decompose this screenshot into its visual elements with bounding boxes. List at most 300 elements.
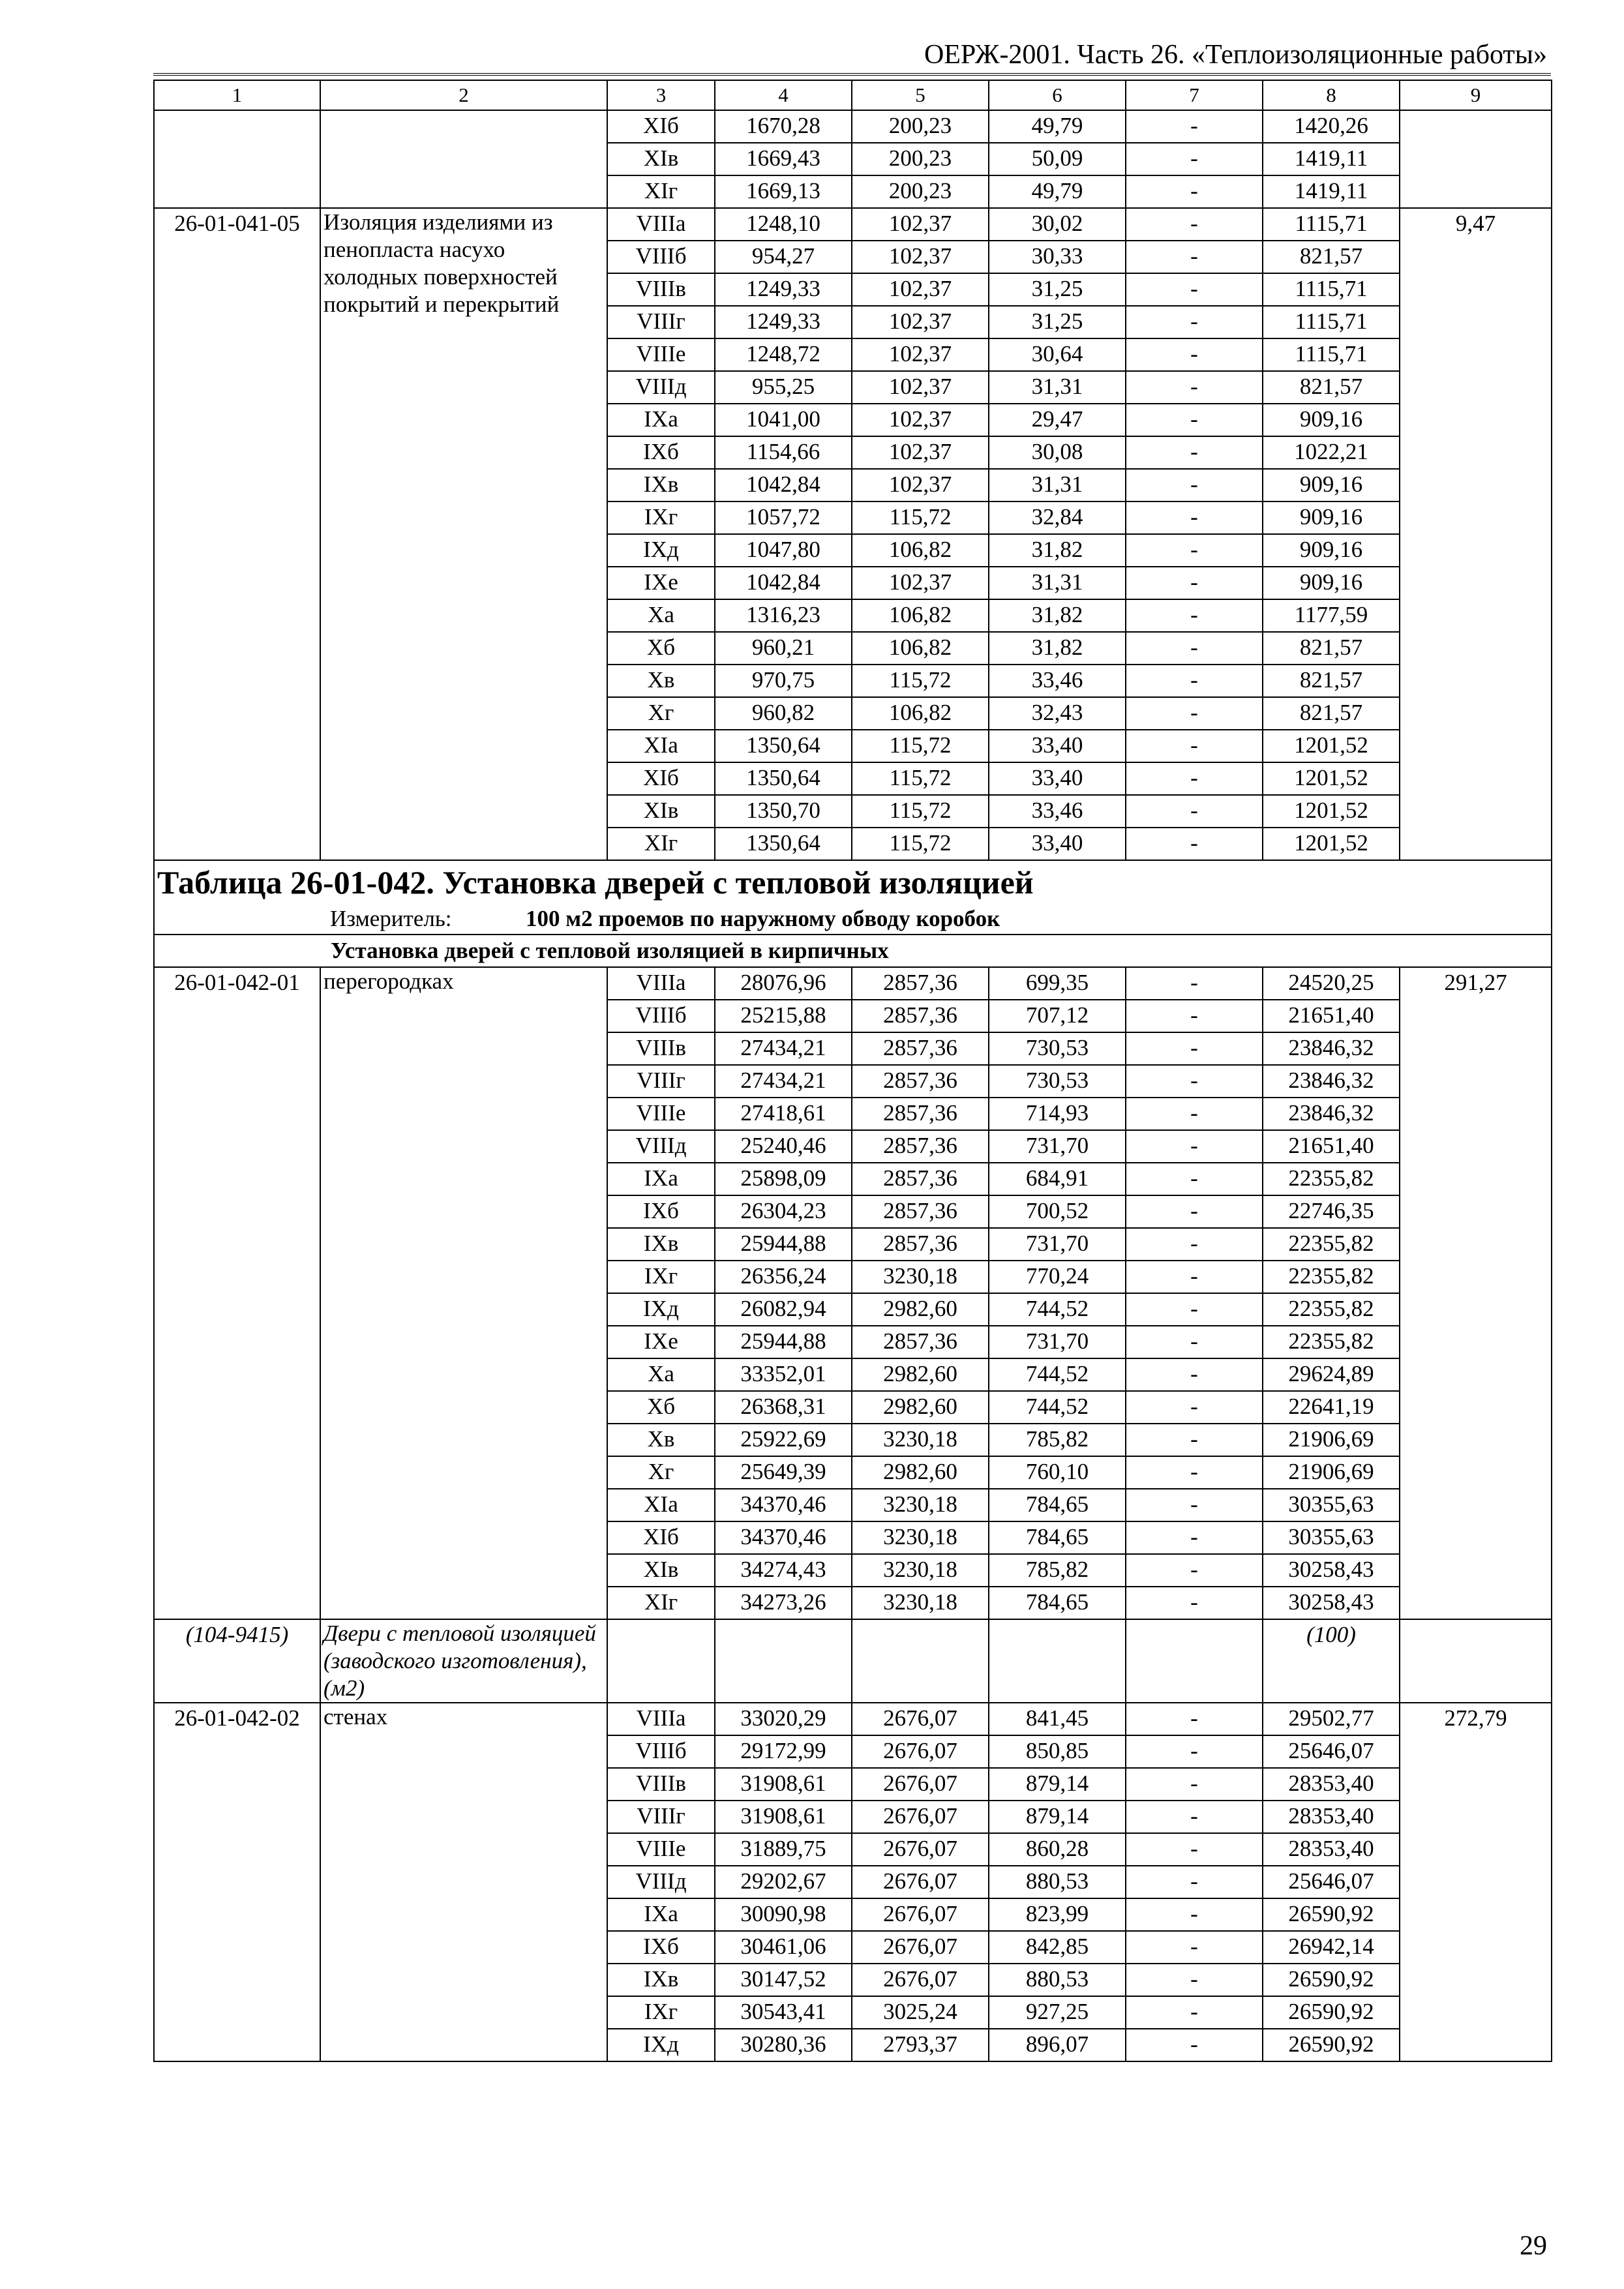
price-value: 33,40 [989, 730, 1126, 762]
price-value: 1248,72 [715, 338, 852, 371]
price-value: 2857,36 [852, 1326, 989, 1358]
price-value: 730,53 [989, 1065, 1126, 1098]
zone-code: Xа [607, 599, 715, 632]
price-value: 26356,24 [715, 1261, 852, 1293]
price-value: 31,82 [989, 632, 1126, 665]
price-value: 26368,31 [715, 1391, 852, 1424]
price-value: 909,16 [1263, 501, 1400, 534]
column-number: 9 [1400, 80, 1552, 110]
price-value: 22355,82 [1263, 1163, 1400, 1195]
table-row [154, 1703, 1552, 1735]
price-value: 1115,71 [1263, 208, 1400, 241]
price-value: 860,28 [989, 1833, 1126, 1866]
price-value: 25944,88 [715, 1326, 852, 1358]
price-value: 30,33 [989, 241, 1126, 273]
zone-code: XIв [607, 795, 715, 828]
zone-code: XIб [607, 1521, 715, 1554]
price-value: - [1126, 1931, 1263, 1964]
zone-code: Xб [607, 1391, 715, 1424]
price-value: - [1126, 567, 1263, 599]
price-value: 770,24 [989, 1261, 1126, 1293]
zone-code: XIг [607, 828, 715, 860]
price-value: 960,82 [715, 697, 852, 730]
material-code: (104-9415) [154, 1619, 320, 1703]
price-value: 102,37 [852, 567, 989, 599]
price-value: - [1126, 338, 1263, 371]
price-value: 909,16 [1263, 469, 1400, 501]
price-value: - [1126, 469, 1263, 501]
price-value: 1316,23 [715, 599, 852, 632]
price-value: 29502,77 [1263, 1703, 1400, 1735]
price-value: - [1126, 306, 1263, 338]
price-value: - [1126, 534, 1263, 567]
price-value: 3230,18 [852, 1587, 989, 1619]
price-value: 784,65 [989, 1489, 1126, 1521]
zone-code: VIIIв [607, 1768, 715, 1801]
price-value: 26304,23 [715, 1195, 852, 1228]
zone-code: IXв [607, 1964, 715, 1996]
zone-code: IXв [607, 1228, 715, 1261]
labor-cost: 272,79 [1400, 1703, 1552, 2061]
price-value: 34274,43 [715, 1554, 852, 1587]
price-value: 909,16 [1263, 534, 1400, 567]
price-value: 821,57 [1263, 697, 1400, 730]
price-value: - [1126, 436, 1263, 469]
price-value: 26590,92 [1263, 1898, 1400, 1931]
zone-code: IXа [607, 404, 715, 436]
table-title-row [154, 860, 1552, 904]
zone-code: VIIIе [607, 338, 715, 371]
price-value: 896,07 [989, 2029, 1126, 2061]
price-value: 25646,07 [1263, 1866, 1400, 1898]
price-value: 841,45 [989, 1703, 1126, 1735]
price-value: - [1126, 110, 1263, 143]
price-value: 115,72 [852, 795, 989, 828]
zone-code: Xа [607, 1358, 715, 1391]
price-value: 2857,36 [852, 967, 989, 1000]
price-value: - [1126, 175, 1263, 208]
price-value: 1047,80 [715, 534, 852, 567]
price-value: 102,37 [852, 469, 989, 501]
work-name [320, 110, 607, 208]
price-value: 106,82 [852, 599, 989, 632]
price-value: 30461,06 [715, 1931, 852, 1964]
zone-code: XIа [607, 730, 715, 762]
price-value: 30355,63 [1263, 1489, 1400, 1521]
column-number-row [154, 80, 1552, 110]
price-value: 744,52 [989, 1391, 1126, 1424]
price-value: 1350,70 [715, 795, 852, 828]
zone-code: VIIIд [607, 371, 715, 404]
price-value: 2676,07 [852, 1931, 989, 1964]
price-value: 1350,64 [715, 762, 852, 795]
price-value: 2857,36 [852, 1228, 989, 1261]
price-value: 1419,11 [1263, 143, 1400, 175]
price-value: 22746,35 [1263, 1195, 1400, 1228]
price-value: 1419,11 [1263, 175, 1400, 208]
price-value: 30090,98 [715, 1898, 852, 1931]
price-value: - [1126, 1866, 1263, 1898]
price-value: 25898,09 [715, 1163, 852, 1195]
price-value: - [1126, 1130, 1263, 1163]
zone-code: IXб [607, 436, 715, 469]
labor-cost [1400, 110, 1552, 208]
price-value: 27434,21 [715, 1032, 852, 1065]
price-value: 21651,40 [1263, 1000, 1400, 1032]
zone-code: VIIIб [607, 1735, 715, 1768]
rate-code [154, 110, 320, 208]
price-value: - [1126, 665, 1263, 697]
price-value: 2857,36 [852, 1032, 989, 1065]
price-value: - [1126, 1424, 1263, 1456]
price-value: - [1126, 501, 1263, 534]
price-value: 1249,33 [715, 306, 852, 338]
column-number: 8 [1263, 80, 1400, 110]
price-value: 1350,64 [715, 828, 852, 860]
measure-cell [154, 904, 1552, 935]
price-value: - [1126, 1768, 1263, 1801]
price-value: 909,16 [1263, 567, 1400, 599]
zone-code: IXб [607, 1195, 715, 1228]
price-value: 879,14 [989, 1768, 1126, 1801]
price-value: 1670,28 [715, 110, 852, 143]
measure-row [154, 904, 1552, 935]
price-value: 1041,00 [715, 404, 852, 436]
price-value: 21906,69 [1263, 1424, 1400, 1456]
price-value: - [1126, 1391, 1263, 1424]
column-number: 7 [1126, 80, 1263, 110]
zone-code: Xг [607, 697, 715, 730]
price-value: 33352,01 [715, 1358, 852, 1391]
price-value: 760,10 [989, 1456, 1126, 1489]
price-value: 25240,46 [715, 1130, 852, 1163]
table-row [154, 967, 1552, 1000]
price-value: 880,53 [989, 1866, 1126, 1898]
labor-cost: 291,27 [1400, 967, 1552, 1619]
price-value: 102,37 [852, 241, 989, 273]
price-value: 699,35 [989, 967, 1126, 1000]
price-value: 714,93 [989, 1098, 1126, 1130]
price-value: 29624,89 [1263, 1358, 1400, 1391]
price-value: - [1126, 1554, 1263, 1587]
price-value: 2982,60 [852, 1358, 989, 1391]
price-value: 49,79 [989, 175, 1126, 208]
price-value: 31,25 [989, 273, 1126, 306]
price-value: 1042,84 [715, 469, 852, 501]
price-value: 22355,82 [1263, 1326, 1400, 1358]
price-value: 102,37 [852, 208, 989, 241]
price-value: 21906,69 [1263, 1456, 1400, 1489]
price-value: - [1126, 273, 1263, 306]
zone-code: XIв [607, 1554, 715, 1587]
price-value: 200,23 [852, 110, 989, 143]
price-value: - [1126, 2029, 1263, 2061]
price-value: 33,46 [989, 665, 1126, 697]
work-name: перегородках [320, 967, 607, 1619]
price-value: 34370,46 [715, 1521, 852, 1554]
price-value: 821,57 [1263, 371, 1400, 404]
price-value: - [1126, 1587, 1263, 1619]
price-value: - [1126, 241, 1263, 273]
zone-code: IXд [607, 534, 715, 567]
price-value: 33020,29 [715, 1703, 852, 1735]
price-value: - [1126, 1065, 1263, 1098]
price-value: 102,37 [852, 306, 989, 338]
price-value: - [1126, 1964, 1263, 1996]
price-value: 115,72 [852, 730, 989, 762]
price-value: 26590,92 [1263, 1964, 1400, 1996]
price-value: 27418,61 [715, 1098, 852, 1130]
table-title: Таблица 26-01-042. Установка дверей с тепловой изоляцией [154, 860, 1552, 904]
zone-code: IXд [607, 1293, 715, 1326]
price-value: 23846,32 [1263, 1032, 1400, 1065]
price-value: - [1126, 599, 1263, 632]
rates-table [153, 80, 1552, 2062]
price-value: 22641,19 [1263, 1391, 1400, 1424]
zone-code: XIв [607, 143, 715, 175]
price-value: 102,37 [852, 273, 989, 306]
price-value: 1177,59 [1263, 599, 1400, 632]
price-value: 2676,07 [852, 1703, 989, 1735]
price-value: 2857,36 [852, 1130, 989, 1163]
price-value: 106,82 [852, 632, 989, 665]
price-value: 31,82 [989, 599, 1126, 632]
price-value: 2857,36 [852, 1195, 989, 1228]
price-value: 2857,36 [852, 1163, 989, 1195]
zone-code: IXе [607, 1326, 715, 1358]
column-number: 3 [607, 80, 715, 110]
price-value: 2676,07 [852, 1964, 989, 1996]
zone-code: XIг [607, 1587, 715, 1619]
price-value: 731,70 [989, 1130, 1126, 1163]
zone-code: VIIIа [607, 1703, 715, 1735]
price-value: 22355,82 [1263, 1228, 1400, 1261]
price-value: 30258,43 [1263, 1587, 1400, 1619]
price-value: 30,02 [989, 208, 1126, 241]
price-value: - [1126, 967, 1263, 1000]
material-row [154, 1619, 1552, 1703]
price-value: 200,23 [852, 143, 989, 175]
price-value: 25215,88 [715, 1000, 852, 1032]
work-name: стенах [320, 1703, 607, 2061]
price-value: 30,08 [989, 436, 1126, 469]
measure-label: Измеритель: [330, 906, 452, 931]
price-value: 730,53 [989, 1032, 1126, 1065]
price-value: 22355,82 [1263, 1293, 1400, 1326]
price-value: 115,72 [852, 762, 989, 795]
zone-code: IXб [607, 1931, 715, 1964]
zone-code: IXв [607, 469, 715, 501]
price-value: 30147,52 [715, 1964, 852, 1996]
price-value: - [1126, 1358, 1263, 1391]
zone-code: XIб [607, 110, 715, 143]
price-value: 927,25 [989, 1996, 1126, 2029]
zone-code: VIIIв [607, 273, 715, 306]
price-value: - [1126, 762, 1263, 795]
zone-code: IXг [607, 501, 715, 534]
price-value: 1115,71 [1263, 306, 1400, 338]
price-value: 1115,71 [1263, 273, 1400, 306]
price-value: 1154,66 [715, 436, 852, 469]
zone-code: VIIIг [607, 306, 715, 338]
price-value: 823,99 [989, 1898, 1126, 1931]
price-value: 115,72 [852, 828, 989, 860]
zone-code: XIб [607, 762, 715, 795]
price-value: 102,37 [852, 436, 989, 469]
price-value: 700,52 [989, 1195, 1126, 1228]
price-value: 30258,43 [1263, 1554, 1400, 1587]
price-value: - [1126, 1326, 1263, 1358]
empty-cell [1126, 1619, 1263, 1703]
zone-code: VIIIг [607, 1801, 715, 1833]
page-header-title: ОЕРЖ-2001. Часть 26. «Теплоизоляционные работы» [924, 40, 1547, 70]
price-value: 26590,92 [1263, 1996, 1400, 2029]
zone-code: IXе [607, 567, 715, 599]
price-value: - [1126, 730, 1263, 762]
price-value: 2676,07 [852, 1768, 989, 1801]
column-number: 2 [320, 80, 607, 110]
price-value: 25649,39 [715, 1456, 852, 1489]
price-value: 32,84 [989, 501, 1126, 534]
price-value: 1057,72 [715, 501, 852, 534]
page-number: 29 [1520, 2231, 1547, 2261]
price-value: - [1126, 1228, 1263, 1261]
price-value: - [1126, 697, 1263, 730]
price-value: - [1126, 1163, 1263, 1195]
price-value: 31908,61 [715, 1801, 852, 1833]
price-value: 785,82 [989, 1424, 1126, 1456]
price-value: 1249,33 [715, 273, 852, 306]
price-value: 31,25 [989, 306, 1126, 338]
price-value: 2676,07 [852, 1735, 989, 1768]
price-value: - [1126, 1489, 1263, 1521]
price-value: 1201,52 [1263, 762, 1400, 795]
zone-code: VIIIе [607, 1833, 715, 1866]
zone-code: Xв [607, 1424, 715, 1456]
price-value: 24520,25 [1263, 967, 1400, 1000]
zone-code: VIIIб [607, 1000, 715, 1032]
price-value: 1042,84 [715, 567, 852, 599]
price-value: - [1126, 1000, 1263, 1032]
price-value: 25922,69 [715, 1424, 852, 1456]
price-value: 784,65 [989, 1587, 1126, 1619]
price-value: 34370,46 [715, 1489, 852, 1521]
price-value: 3230,18 [852, 1554, 989, 1587]
price-value: 26082,94 [715, 1293, 852, 1326]
price-value: 2857,36 [852, 1000, 989, 1032]
zone-code: IXг [607, 1996, 715, 2029]
price-value: 2857,36 [852, 1065, 989, 1098]
price-value: 33,40 [989, 762, 1126, 795]
zone-code: IXа [607, 1163, 715, 1195]
price-value: 32,43 [989, 697, 1126, 730]
price-value: 1248,10 [715, 208, 852, 241]
empty-cell [715, 1619, 852, 1703]
price-value: - [1126, 632, 1263, 665]
price-value: 3230,18 [852, 1424, 989, 1456]
price-value: - [1126, 828, 1263, 860]
price-value: - [1126, 1833, 1263, 1866]
price-value: 879,14 [989, 1801, 1126, 1833]
price-value: 684,91 [989, 1163, 1126, 1195]
price-value: 2676,07 [852, 1833, 989, 1866]
price-value: 1201,52 [1263, 795, 1400, 828]
price-value: 2982,60 [852, 1391, 989, 1424]
price-value: 785,82 [989, 1554, 1126, 1587]
zone-code: VIIIд [607, 1866, 715, 1898]
price-value: 909,16 [1263, 404, 1400, 436]
price-value: 28353,40 [1263, 1768, 1400, 1801]
table-row [154, 110, 1552, 143]
zone-code: VIIIг [607, 1065, 715, 1098]
price-value: 30280,36 [715, 2029, 852, 2061]
price-value: 26942,14 [1263, 1931, 1400, 1964]
price-value: - [1126, 1521, 1263, 1554]
price-value: 30,64 [989, 338, 1126, 371]
price-value: 31,31 [989, 371, 1126, 404]
empty-cell [989, 1619, 1126, 1703]
price-value: 106,82 [852, 697, 989, 730]
price-value: 1022,21 [1263, 436, 1400, 469]
price-value: 49,79 [989, 110, 1126, 143]
price-value: 970,75 [715, 665, 852, 697]
header-rule [153, 73, 1551, 78]
zone-code: IXа [607, 1898, 715, 1931]
price-value: - [1126, 1098, 1263, 1130]
price-value: 26590,92 [1263, 2029, 1400, 2061]
price-value: 3025,24 [852, 1996, 989, 2029]
price-value: 842,85 [989, 1931, 1126, 1964]
price-value: 1420,26 [1263, 110, 1400, 143]
price-value: 2676,07 [852, 1801, 989, 1833]
price-value: 2857,36 [852, 1098, 989, 1130]
zone-code: XIг [607, 175, 715, 208]
price-value: - [1126, 1261, 1263, 1293]
price-value: 115,72 [852, 665, 989, 697]
price-value: 955,25 [715, 371, 852, 404]
section-title: Установка дверей с тепловой изоляцией в кирпичных [154, 935, 1552, 967]
price-value: 29202,67 [715, 1866, 852, 1898]
price-value: - [1126, 795, 1263, 828]
price-value: 30543,41 [715, 1996, 852, 2029]
zone-code: VIIIв [607, 1032, 715, 1065]
price-value: 1669,43 [715, 143, 852, 175]
column-number: 5 [852, 80, 989, 110]
price-value: 3230,18 [852, 1521, 989, 1554]
price-value: 31889,75 [715, 1833, 852, 1866]
price-value: 106,82 [852, 534, 989, 567]
price-value: 2676,07 [852, 1898, 989, 1931]
price-value: 29,47 [989, 404, 1126, 436]
price-value: - [1126, 208, 1263, 241]
price-value: 2676,07 [852, 1866, 989, 1898]
rate-code: 26-01-042-01 [154, 967, 320, 1619]
price-value: 33,46 [989, 795, 1126, 828]
price-value: 880,53 [989, 1964, 1126, 1996]
price-value: 31,82 [989, 534, 1126, 567]
price-value: 1669,13 [715, 175, 852, 208]
labor-cost: 9,47 [1400, 208, 1552, 860]
price-value: - [1126, 1703, 1263, 1735]
zone-code: VIIIа [607, 208, 715, 241]
price-value: 33,40 [989, 828, 1126, 860]
price-value: 29172,99 [715, 1735, 852, 1768]
price-value: 1201,52 [1263, 730, 1400, 762]
price-value: 102,37 [852, 338, 989, 371]
measure-value: 100 м2 проемов по наружному обводу коробок [526, 906, 1000, 931]
price-value: 1115,71 [1263, 338, 1400, 371]
price-value: 22355,82 [1263, 1261, 1400, 1293]
